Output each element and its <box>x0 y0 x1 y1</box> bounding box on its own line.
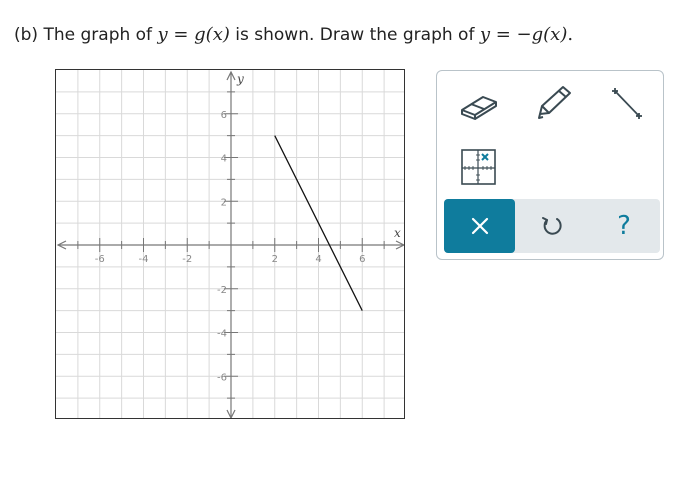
y-tick-label: 6 <box>220 109 227 121</box>
x-tick-label: 2 <box>271 254 278 265</box>
point-tool-button[interactable] <box>449 145 509 191</box>
question-text <box>14 21 573 49</box>
pencil-tool-button[interactable] <box>523 81 583 127</box>
graph-canvas[interactable] <box>55 69 405 419</box>
x-tick-label: -2 <box>182 254 193 265</box>
close-icon <box>469 215 491 237</box>
equation-given: y = g(x) <box>157 24 230 45</box>
part-label: (b) <box>14 25 39 45</box>
question-end: . <box>567 24 574 45</box>
undo-icon <box>539 213 565 239</box>
x-axis-label: x <box>394 226 401 240</box>
undo-button[interactable] <box>522 199 582 253</box>
eraser-tool-button[interactable] <box>449 81 509 127</box>
x-tick-label: 6 <box>359 254 366 265</box>
tick-labels <box>95 110 366 384</box>
y-tick-label: -2 <box>217 284 227 296</box>
eraser-icon <box>449 81 509 127</box>
line-tool-button[interactable] <box>597 81 657 127</box>
coordinate-plane[interactable] <box>56 70 405 419</box>
x-tick-label: 4 <box>315 254 322 265</box>
question-text-2: is shown. Draw the graph of <box>235 25 475 45</box>
drawing-toolbox <box>436 70 664 260</box>
y-tick-label: -6 <box>217 372 227 384</box>
grid-point-icon <box>449 145 509 191</box>
x-tick-label: -4 <box>138 254 149 265</box>
axes <box>58 72 404 418</box>
clear-button[interactable] <box>444 199 515 253</box>
y-axis-label: y <box>237 72 244 86</box>
help-button[interactable] <box>594 199 654 253</box>
pencil-icon <box>523 81 583 127</box>
equation-target: y = −g(x) <box>479 24 568 45</box>
help-icon: ? <box>617 211 631 241</box>
action-bar <box>444 199 660 253</box>
question-text-1: The graph of <box>43 25 153 45</box>
line-segment-icon <box>597 81 657 127</box>
y-tick-label: -4 <box>217 328 227 340</box>
y-tick-label: 4 <box>220 153 227 165</box>
x-tick-label: -6 <box>94 254 105 265</box>
y-tick-label: 2 <box>220 197 227 209</box>
